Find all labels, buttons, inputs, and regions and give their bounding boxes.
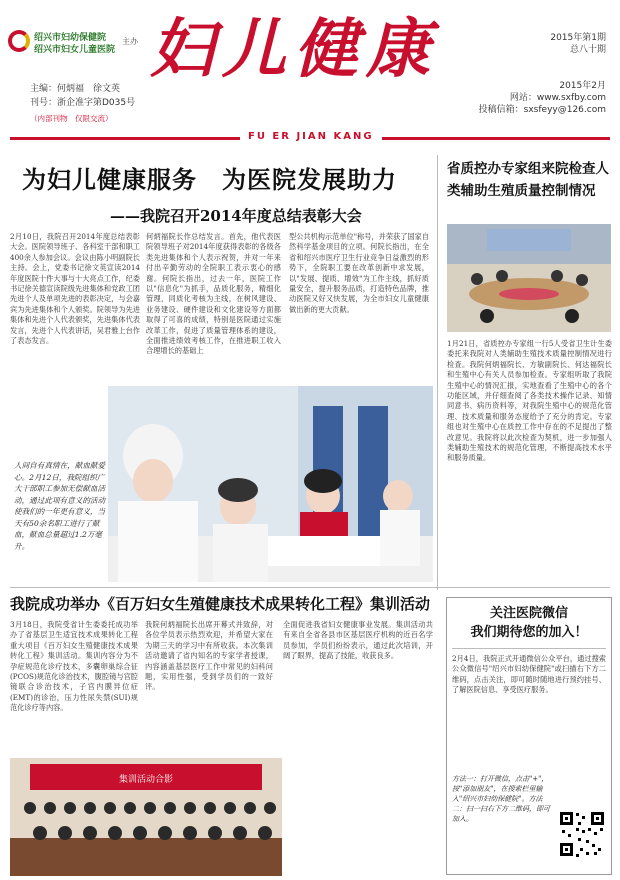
- column-divider: [437, 155, 438, 590]
- issue-number: [550, 32, 606, 56]
- feature2-headline: 我院成功举办《百万妇女生殖健康技术成果转化工程》集训活动: [10, 595, 431, 613]
- wechat-body: 2月4日，我院正式开通微信公众平台，通过搜索公众微信号"绍兴市妇幼保健院"或扫描右下方二维码，点击关注，即可随时随地进行预约挂号、了解医院信息、享受医疗服务。: [452, 654, 606, 695]
- wechat-tip: 方法一：打开微信，点击"+"，按"添加朋友"，在搜索栏里输入"绍兴市妇幼保健院"。方法二：扫一扫右下方二维码，即可加入。: [452, 775, 550, 823]
- website-link[interactable]: 网站：www.sxfby.com: [509, 93, 606, 103]
- wechat-divider: [452, 648, 606, 649]
- feature2-col1: 3月18日，我院受省计生委委托成功举办了省基层卫生适宜技术成果转化工程重大项目《百万妇女生殖健康技术成果转化工程》集训活动。集训内容分为不孕症规范化诊疗技术，多囊卵巢综合征(PCOS)规范化诊治技术，腹腔镜与宫腔镜联合诊治技术，子宫内膜异位症(EMT)的诊治，压力性尿失禁(SUI)规范化诊疗等内容。: [10, 620, 138, 713]
- title-pinyin: FU ER JIAN KANG: [240, 131, 382, 142]
- date-line: 2015年2月: [559, 81, 606, 91]
- hospital-name-2: 绍兴市妇女儿童医院: [34, 45, 116, 55]
- wechat-qr-code-icon[interactable]: [558, 810, 606, 858]
- hospital-logo-icon: [8, 30, 30, 52]
- newspaper-title: 妇儿健康: [150, 12, 438, 87]
- section-divider: [10, 587, 610, 588]
- main-article-col1: 2月10日，我院召开2014年度总结表彰大会。医院领导班子、各科室干部和职工400余人参加会议。会议由陈小明副院长主持。会上，党委书记徐文英宣读2014年度医院十件大事与十大亮点工作，纪委书记徐关德宣读院级先进集体和党政工团先进个人及单项先进的表彰决定，与会嘉宾为先进集体和个人颁奖。院领导为先进集体和先进个人代表颁奖，先进集体代表发言，先进个人代表讲话，吴君雅上台作了表态发言。: [10, 232, 140, 346]
- hospital-name-1: 绍兴市妇幼保健院: [34, 33, 107, 43]
- main-article-col2: 何炳福院长作总结发言。首先，他代表医院领导班子对2014年度获得表彰的各级各类先进集体和个人表示祝贺，并对一年来付出辛勤劳动的全院职工表示衷心的感谢。何院长指出，过去一年，医院工作以"信息化"为抓手，品质化服务，精细化管理，同质化考核为主线，在树风建设、业务建设、硬件建设和文化建设等方面都取得了可喜的成绩，特别是医院通过实施改革工作，促进了质量管理体系的建设，全面推进绩效考核工作，在推进职工收入合理增长的基础上: [146, 232, 281, 356]
- training-group-photo: [10, 758, 282, 876]
- blood-donation-photo: [108, 386, 433, 582]
- feature2-col2: 我院何炳福院长出席开幕式并致辞，对各位学员表示热烈欢迎，并希望大家在为期三天的学习中有所收获。本次集训活动邀请了省内知名的专家学者授课，内容涵盖基层医疗工作中常见的妇科问题，实用性强，受到学员们的一致好评。: [145, 620, 273, 692]
- issue-line-2: 总八十期: [569, 45, 606, 55]
- training-banner-text: 集训活动合影: [118, 775, 173, 785]
- wechat-title-2: 我们期待您的加入！: [470, 625, 588, 640]
- note-line: （内部刊物 仅限交流）: [30, 114, 113, 123]
- main-subheadline: ——我院召开2014年度总结表彰大会: [110, 207, 362, 225]
- sponsor-label: 主办: [122, 37, 138, 46]
- editors-line: 主编：何炳福 徐文英: [30, 84, 121, 94]
- main-headline: 为妇儿健康服务 为医院发展助力: [22, 166, 397, 194]
- permit-line: 刊号：浙企准字第D035号: [30, 98, 136, 108]
- sidebar-headline: 省质控办专家组来院检查人类辅助生殖质量控制情况: [447, 161, 609, 199]
- photo-caption: 人间自有真情在，献血献爱心。2月12日，我院组织广大干部职工参加无偿献血活动，通过此项有意义的活动使我们的一年更有意义，当天有50余名职工进行了献血，献血总量超过1.2万毫升。: [14, 461, 106, 551]
- wechat-title-1: 关注医院微信: [489, 606, 568, 621]
- issue-line-1: 2015年第1期: [550, 33, 606, 43]
- email-link[interactable]: 投稿信箱：sxsfeyy@126.com: [478, 105, 606, 115]
- sidebar-article-body: 1月21日，省质控办专家组一行5人受省卫生计生委委托来我院对人类辅助生殖技术质量控制情况进行检查。我院何炳福院长、方敏副院长、何达福院长和生殖中心有关人员参加检查。专家组听取了我院生殖中心的情况汇报，实地查看了生殖中心的各个功能区域，并仔细查阅了各类技术操作记录、知情同意书、病历资料等，对我院生殖中心的规范化管理、技术质量和服务态度给予了充分的肯定。专家组也对生殖中心在质控工作中存在的不足提出了整改意见。我院将以此次检查为契机，进一步加强人类辅助生殖技术的规范化管理，不断提高技术水平和服务质量。: [447, 339, 612, 463]
- inspection-meeting-photo: [447, 224, 611, 332]
- feature2-col3: 全面促进我省妇女健康事业发展。集训活动共有来自全省各县市区基层医疗机构的近百名学员参加，学员们纷纷表示，通过此次培训，开阔了眼界，提高了技能，收获良多。: [283, 620, 433, 661]
- main-article-col3: 型公共机构示范单位"称号，并荣获了国家自然科学基金项目的立项。何院长指出，在全省和绍兴市医疗卫生行业竞争日益激烈的形势下，全院职工要在改革创新中求发展，以"发展、提质、增效"为工作主线，抓好质量安全，提升服务品质，打造特色品牌，推动医院又好又快发展，为全市妇女儿童健康做出新的更大贡献。: [289, 232, 429, 314]
